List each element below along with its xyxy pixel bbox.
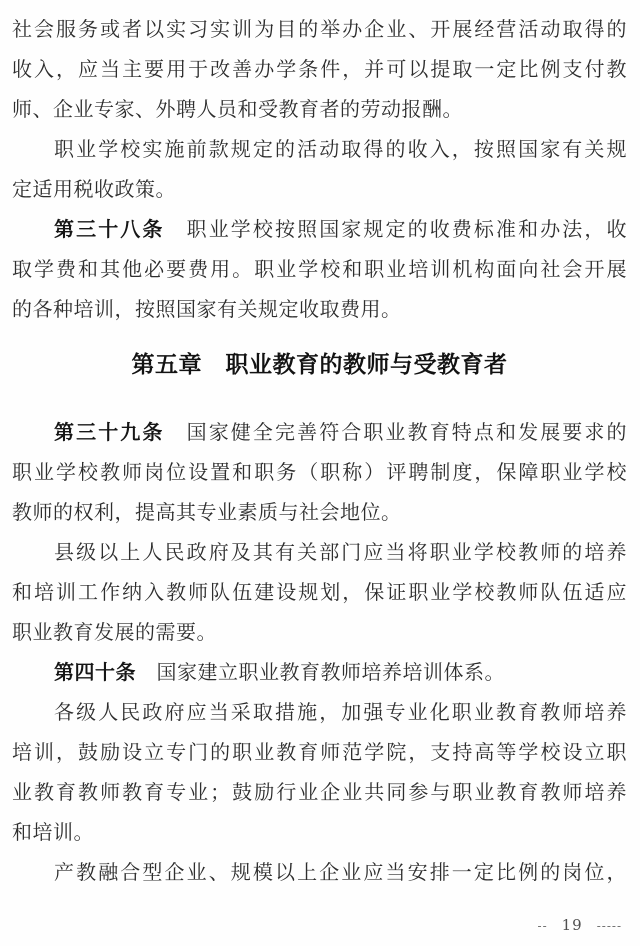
text-line <box>12 129 627 169</box>
line-text: 国家健全完善符合职业教育特点和发展要求的 <box>164 420 627 444</box>
footer-dash-left-icon: -- <box>537 919 548 933</box>
line-text: 社会服务或者以实习实训为目的举办企业、开展经营活动取得的 <box>12 17 627 41</box>
line-text: 产教融合型企业、规模以上企业应当安排一定比例的岗位， <box>54 860 627 884</box>
line-text: 职业学校实施前款规定的活动取得的收入，按照国家有关规 <box>54 137 627 161</box>
footer-dash-right-icon: ----- <box>596 919 622 933</box>
text-line <box>12 492 627 532</box>
text-line <box>12 89 627 129</box>
text-line <box>12 452 627 492</box>
text-line <box>12 732 627 772</box>
line-text: 职业教育发展的需要。 <box>12 620 217 644</box>
line-text: 的各种培训，按照国家有关规定收取费用。 <box>12 297 402 321</box>
text-line <box>12 532 627 572</box>
text-line <box>12 852 627 892</box>
line-text: 各级人民政府应当采取措施，加强专业化职业教育教师培养 <box>54 700 627 724</box>
article-number: 第三十九条 <box>54 420 165 444</box>
line-text: 培训，鼓励设立专门的职业教育师范学院，支持高等学校设立职 <box>12 740 627 764</box>
page-number: 19 <box>561 916 583 934</box>
page-footer <box>538 916 622 934</box>
text-line <box>12 412 627 452</box>
text-line <box>12 169 627 209</box>
line-text: 收入，应当主要用于改善办学条件，并可以提取一定比例支付教 <box>12 57 627 81</box>
text-line <box>12 612 627 652</box>
text-line <box>12 249 627 289</box>
line-text: 取学费和其他必要费用。职业学校和职业培训机构面向社会开展 <box>12 257 627 281</box>
text-line <box>12 49 627 89</box>
line-text: 师、企业专家、外聘人员和受教育者的劳动报酬。 <box>12 97 463 121</box>
text-line <box>12 812 627 852</box>
text-line <box>12 9 627 49</box>
line-text: 和培训。 <box>12 820 94 844</box>
line-text: 职业学校教师岗位设置和职务（职称）评聘制度，保障职业学校 <box>12 460 627 484</box>
article-number: 第四十条 <box>54 660 136 684</box>
text-line <box>12 209 627 249</box>
line-text: 业教育教师教育专业；鼓励行业企业共同参与职业教育教师培养 <box>12 780 627 804</box>
text-line <box>12 772 627 812</box>
line-text: 职业学校按照国家规定的收费标准和办法，收 <box>164 217 627 241</box>
line-text: 县级以上人民政府及其有关部门应当将职业学校教师的培养 <box>54 540 627 564</box>
line-text: 和培训工作纳入教师队伍建设规划，保证职业学校教师队伍适应 <box>12 580 627 604</box>
line-text: 国家建立职业教育教师培养培训体系。 <box>136 660 505 684</box>
text-line <box>12 652 627 692</box>
text-line <box>12 572 627 612</box>
text-line <box>12 289 627 329</box>
chapter-heading <box>12 345 627 385</box>
line-text: 定适用税收政策。 <box>12 177 176 201</box>
line-text: 第五章 职业教育的教师与受教育者 <box>131 351 508 378</box>
article-number: 第三十八条 <box>54 217 165 241</box>
text-line <box>12 692 627 732</box>
line-text: 教师的权利，提高其专业素质与社会地位。 <box>12 500 402 524</box>
